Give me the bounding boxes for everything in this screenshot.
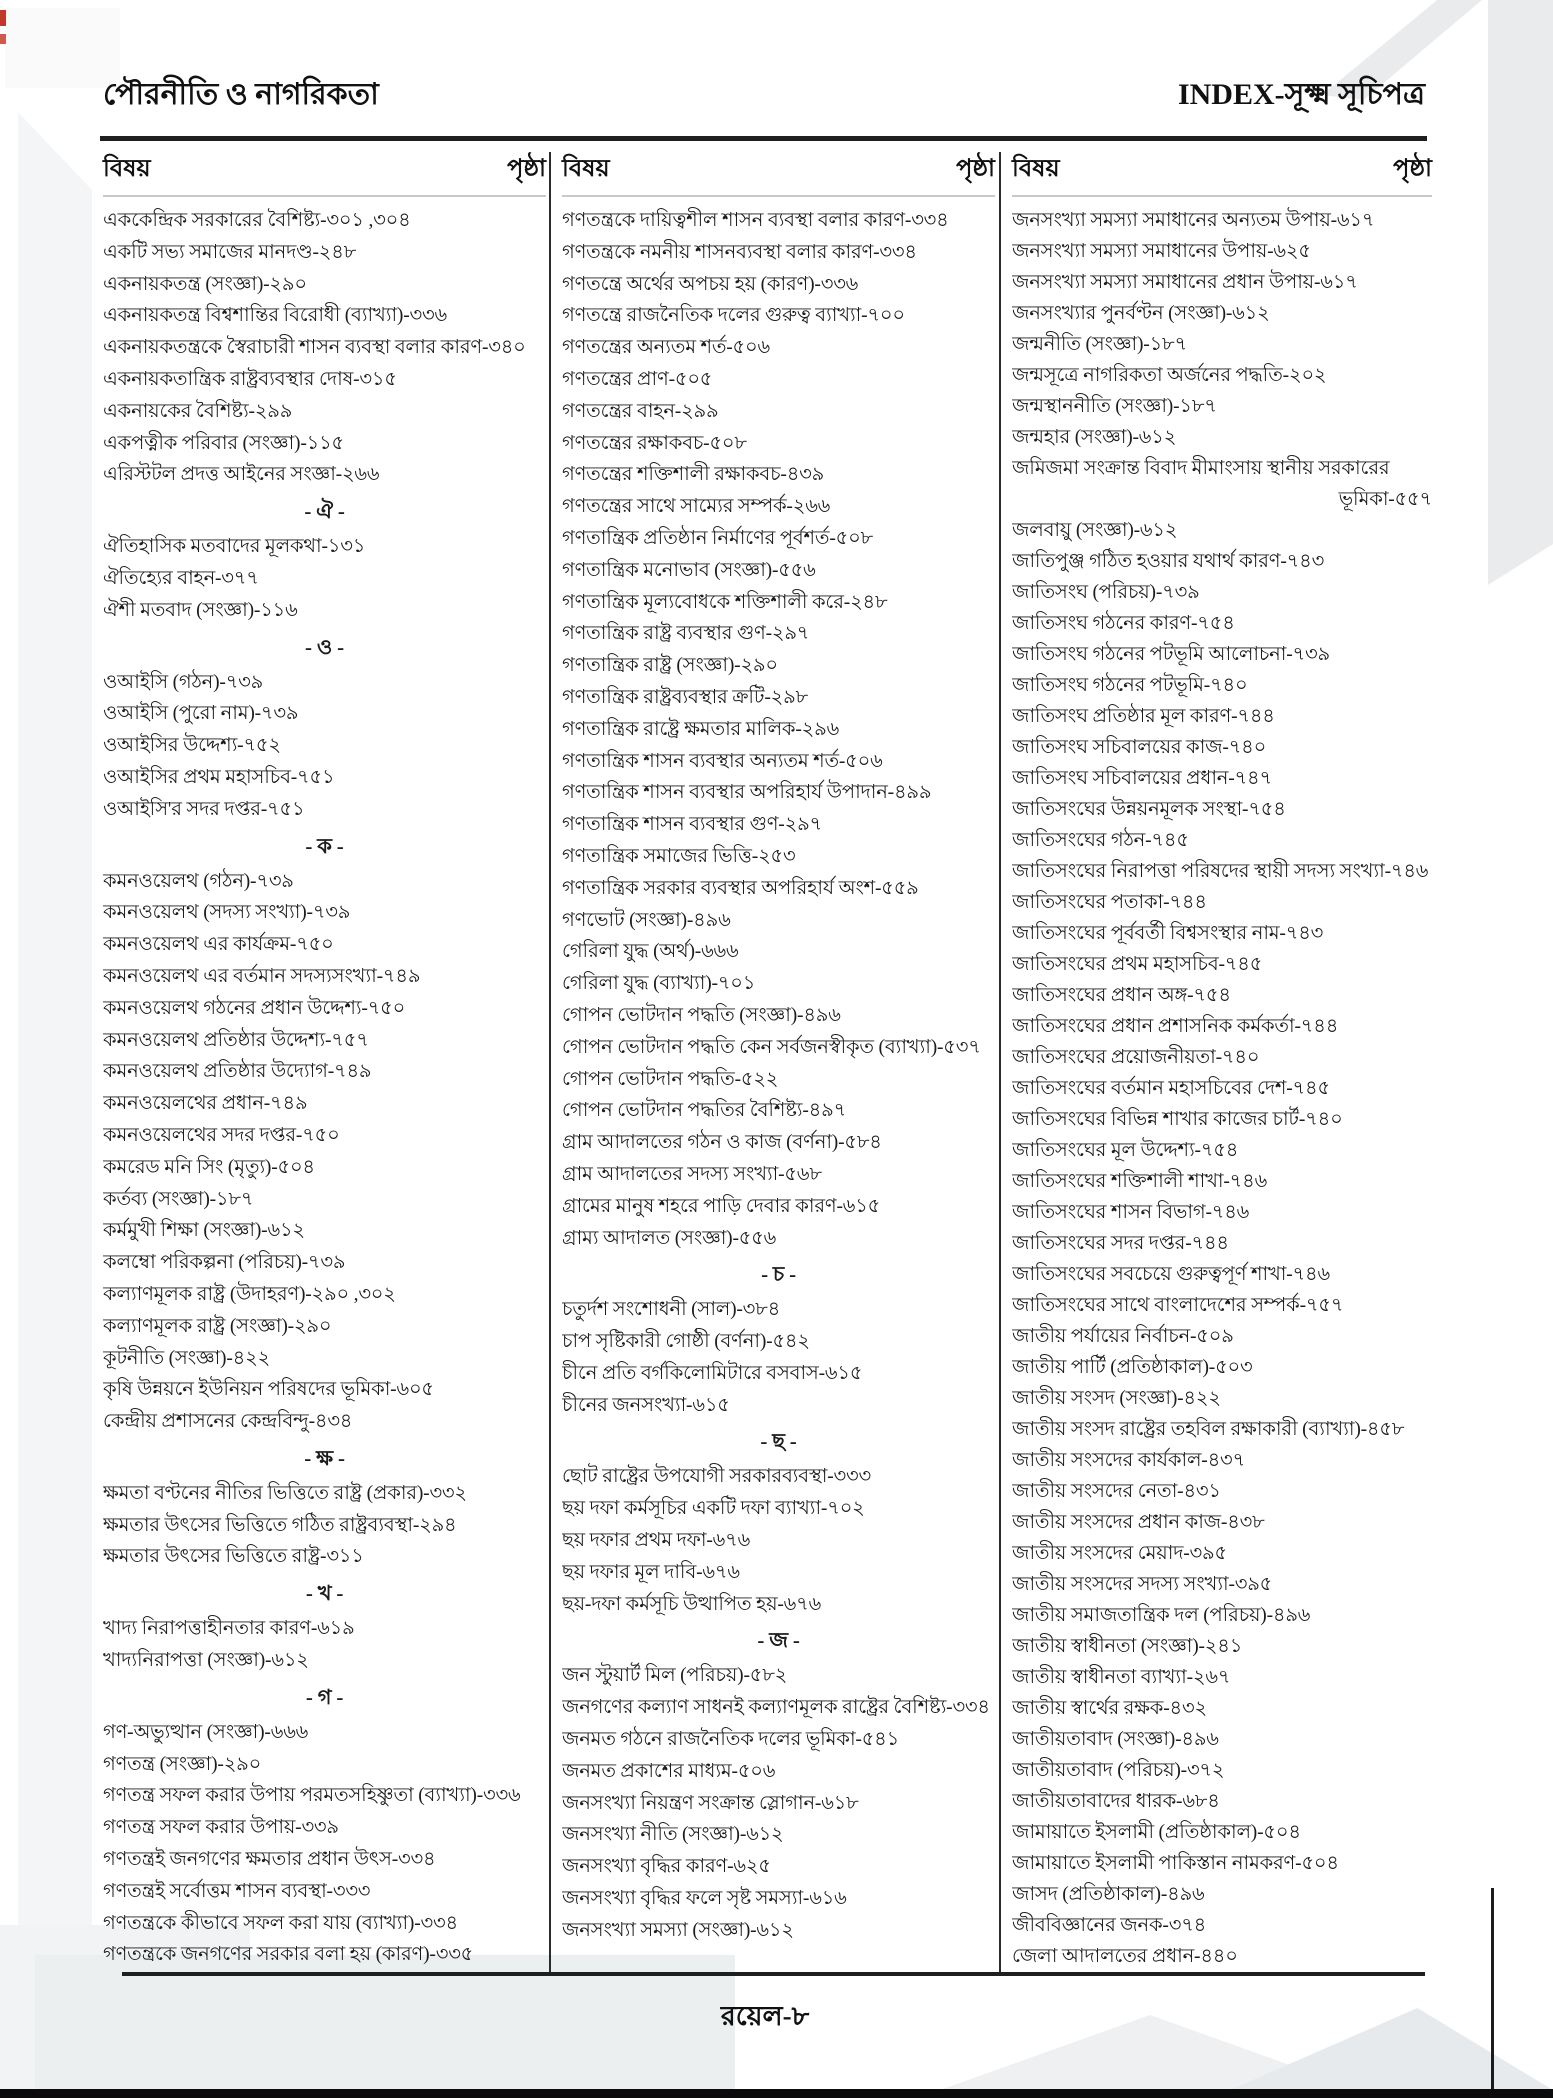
index-entry: কমনওয়েলথ গঠনের প্রধান উদ্দেশ্য-৭৫০ xyxy=(103,997,406,1019)
page-label: পৃষ্ঠা xyxy=(1393,156,1432,182)
index-entry: গণতান্ত্রিক শাসন ব্যবস্থার অন্যতম শর্ত-৫০৬ xyxy=(562,750,883,772)
index-entry: গণতন্ত্রকে দায়িত্বশীল শাসন ব্যবস্থা বলার কারণ-৩৩৪ xyxy=(562,210,949,231)
entry-list xyxy=(1012,205,1432,1972)
column-divider xyxy=(549,152,551,1972)
subject-label: বিষয় xyxy=(103,156,151,182)
index-entry: গণতন্ত্রই সর্বোত্তম শাসন ব্যবস্থা-৩৩৩ xyxy=(103,1880,371,1902)
index-entry: জনসংখ্যা সমস্যা সমাধানের উপায়-৬২৫ xyxy=(1012,241,1311,262)
index-entry: একনায়কতন্ত্রকে স্বৈরাচারী শাসন ব্যবস্থা বলার কারণ-৩৪০ xyxy=(103,337,526,359)
index-entry: জাতিসংঘ (পরিচয়)-৭৩৯ xyxy=(1012,582,1200,603)
index-entry: গণতন্ত্রের বাহন-২৯৯ xyxy=(562,400,719,422)
index-entry: জাতীয় সংসদ রাষ্ট্রের তহবিল রক্ষাকারী (ব্যাখ্যা)-৪৫৮ xyxy=(1012,1419,1405,1440)
index-entry: জনসংখ্যা বৃদ্ধির ফলে সৃষ্ট সমস্যা-৬১৬ xyxy=(562,1888,847,1910)
index-entry: জন্মহার (সংজ্ঞা)-৬১২ xyxy=(1012,427,1177,448)
index-entry: জাতিসংঘের প্রয়োজনীয়তা-৭৪০ xyxy=(1012,1047,1260,1068)
index-entry: ঐশী মতবাদ (সংজ্ঞা)-১১৬ xyxy=(103,599,298,621)
index-entry: জাতীয়তাবাদ (পরিচয়)-৩৭২ xyxy=(1012,1760,1225,1781)
index-entry: জেলা আদালতের প্রধান-৪৪০ xyxy=(1012,1946,1238,1967)
entry-list xyxy=(103,205,546,1971)
column-divider xyxy=(999,152,1001,1972)
index-entry: জাতীয়তাবাদের ধারক-৬৮৪ xyxy=(1012,1791,1220,1812)
index-entry: জীববিজ্ঞানের জনক-৩৭৪ xyxy=(1012,1915,1207,1936)
index-entry: একপত্নীক পরিবার (সংজ্ঞা)-১১৫ xyxy=(103,432,344,454)
index-entry: চাপ সৃষ্টিকারী গোষ্ঠী (বর্ণনা)-৫৪২ xyxy=(562,1331,810,1353)
index-entry: কৃষি উন্নয়নে ইউনিয়ন পরিষদের ভূমিকা-৬০৫ xyxy=(103,1379,434,1401)
index-entry: জন স্টুয়ার্ট মিল (পরিচয়)-৫৮২ xyxy=(562,1665,788,1687)
section-heading: - জ - xyxy=(757,1628,800,1653)
index-entry: ওআইসির প্রথম মহাসচিব-৭৫১ xyxy=(103,766,335,788)
index-entry: গণতন্ত্রের শক্তিশালী রক্ষাকবচ-৪৩৯ xyxy=(562,464,825,486)
subject-label: বিষয় xyxy=(1012,156,1060,182)
index-entry: জনমত গঠনে রাজনৈতিক দলের ভূমিকা-৫৪১ xyxy=(562,1729,900,1751)
index-entry: ক্ষমতা বণ্টনের নীতির ভিত্তিতে রাষ্ট্র (প্রকার)-৩৩২ xyxy=(103,1482,467,1504)
index-entry: গণ-অভ্যুত্থান (সংজ্ঞা)-৬৬৬ xyxy=(103,1721,309,1743)
index-entry: গণতান্ত্রিক সমাজের ভিত্তি-২৫৩ xyxy=(562,845,796,867)
index-entry: গণতান্ত্রিক শাসন ব্যবস্থার গুণ-২৯৭ xyxy=(562,814,822,836)
index-entry: একনায়কতন্ত্র (সংজ্ঞা)-২৯০ xyxy=(103,273,307,295)
index-entry: জাতিসংঘ সচিবালয়ের কাজ-৭৪০ xyxy=(1012,737,1267,758)
page-footer-label: রয়েল-৮ xyxy=(720,2001,810,2031)
index-entry: একনায়কের বৈশিষ্ট্য-২৯৯ xyxy=(103,400,293,422)
index-entry: জাতীয় সংসদ (সংজ্ঞা)-৪২২ xyxy=(1012,1388,1221,1409)
index-entry: কলম্বো পরিকল্পনা (পরিচয়)-৭৩৯ xyxy=(103,1252,346,1274)
index-entry: একনায়কতন্ত্র বিশ্বশান্তির বিরোধী (ব্যাখ্যা)-৩৩৬ xyxy=(103,305,447,327)
index-entry: জাতিসংঘের প্রধান অঙ্গ-৭৫৪ xyxy=(1012,985,1231,1006)
index-entry: জাতিসংঘের প্রথম মহাসচিব-৭৪৫ xyxy=(1012,954,1263,975)
index-entry: ক্ষমতার উৎসের ভিত্তিতে গঠিত রাষ্ট্রব্যবস্থা-২৯৪ xyxy=(103,1514,457,1536)
index-entry: জাতীয় পার্টি (প্রতিষ্ঠাকাল)-৫০৩ xyxy=(1012,1357,1253,1378)
index-entry: জাতীয় স্বার্থের রক্ষক-৪৩২ xyxy=(1012,1698,1207,1719)
index-title: INDEX-সূক্ষ্ম সূচিপত্র xyxy=(1177,78,1425,111)
index-entry: কল্যাণমূলক রাষ্ট্র (সংজ্ঞা)-২৯০ xyxy=(103,1315,332,1337)
index-entry: জাতিসংঘের উন্নয়নমূলক সংস্থা-৭৫৪ xyxy=(1012,799,1286,820)
index-entry: খাদ্য নিরাপত্তাহীনতার কারণ-৬১৯ xyxy=(103,1618,355,1640)
index-entry: কর্মমুখী শিক্ষা (সংজ্ঞা)-৬১২ xyxy=(103,1220,305,1242)
index-entry: জাতিসংঘের নিরাপত্তা পরিষদের স্থায়ী সদস্য সংখ্যা-৭৪৬ xyxy=(1012,861,1429,882)
index-entry: একটি সভ্য সমাজের মানদণ্ড-২৪৮ xyxy=(103,241,357,263)
left-gray-band xyxy=(18,112,92,2090)
index-entry: চীনের জনসংখ্যা-৬১৫ xyxy=(562,1394,730,1416)
index-entry: জন্মনীতি (সংজ্ঞা)-১৮৭ xyxy=(1012,334,1187,355)
index-entry: কেন্দ্রীয় প্রশাসনের কেন্দ্রবিন্দু-৪৩৪ xyxy=(103,1411,353,1433)
index-entry: ওআইসির উদ্দেশ্য-৭৫২ xyxy=(103,735,281,757)
index-entry: গণতান্ত্রিক মূল্যবোধকে শক্তিশালী করে-২৪৮ xyxy=(562,591,888,613)
index-entry: জাতীয় সংসদের নেতা-৪৩১ xyxy=(1012,1481,1221,1502)
index-entry: জনমত প্রকাশের মাধ্যম-৫০৬ xyxy=(562,1760,776,1782)
index-entry: জামায়াতে ইসলামী পাকিস্তান নামকরণ-৫০৪ xyxy=(1012,1853,1339,1874)
index-entry: জাতীয় পর্যায়ের নির্বাচন-৫০৯ xyxy=(1012,1326,1234,1347)
index-entry: জাতীয় সমাজতান্ত্রিক দল (পরিচয়)-৪৯৬ xyxy=(1012,1605,1311,1626)
index-entry: গ্রাম আদালতের গঠন ও কাজ (বর্ণনা)-৫৮৪ xyxy=(562,1132,882,1154)
index-entry: ছয় দফা কর্মসূচির একটি দফা ব্যাখ্যা-৭০২ xyxy=(562,1498,865,1520)
top-right-gray-column xyxy=(1488,0,1553,585)
book-title: পৌরনীতি ও নাগরিকতা xyxy=(103,78,379,111)
index-entry: ছোট রাষ্ট্রের উপযোগী সরকারব্যবস্থা-৩৩৩ xyxy=(562,1466,871,1488)
index-entry: ঐতিহ্যের বাহন-৩৭৭ xyxy=(103,567,259,589)
index-entry: গণতন্ত্র সফল করার উপায়-৩৩৯ xyxy=(103,1817,339,1839)
index-entry: গণতন্ত্রের অন্যতম শর্ত-৫০৬ xyxy=(562,337,770,359)
section-heading: - ও - xyxy=(305,634,344,659)
index-entry: জাতীয়তাবাদ (সংজ্ঞা)-৪৯৬ xyxy=(1012,1729,1219,1750)
index-entry: গণতন্ত্রের রক্ষাকবচ-৫০৮ xyxy=(562,432,747,454)
index-entry: ছয় দফার প্রথম দফা-৬৭৬ xyxy=(562,1530,751,1552)
index-entry: এককেন্দ্রিক সরকারের বৈশিষ্ট্য-৩০১ ,৩০৪ xyxy=(103,210,411,231)
index-entry: গ্রাম্য আদালত (সংজ্ঞা)-৫৫৬ xyxy=(562,1227,777,1249)
index-entry: ওআইসি (গঠন)-৭৩৯ xyxy=(103,671,264,693)
index-entry: গেরিলা যুদ্ধ (অর্থ)-৬৬৬ xyxy=(562,941,739,963)
index-entry: কমরেড মনি সিং (মৃত্যু)-৫০৪ xyxy=(103,1156,315,1178)
index-entry: কমনওয়েলথের প্রধান-৭৪৯ xyxy=(103,1093,308,1115)
index-entry: গণতন্ত্র (সংজ্ঞা)-২৯০ xyxy=(103,1753,262,1775)
entry-line-1: জমিজমা সংক্রান্ত বিবাদ মীমাংসায় স্থানীয় সরকারের xyxy=(1012,458,1390,479)
index-entry: জাতিসংঘের পতাকা-৭৪৪ xyxy=(1012,892,1207,913)
index-entry: জাতিসংঘের বর্তমান মহাসচিবের দেশ-৭৪৫ xyxy=(1012,1078,1330,1099)
index-entry: জাতিসংঘ প্রতিষ্ঠার মূল কারণ-৭৪৪ xyxy=(1012,706,1275,727)
index-entry: গণতান্ত্রিক রাষ্ট্রে ক্ষমতার মালিক-২৯৬ xyxy=(562,718,840,740)
index-entry: গোপন ভোটদান পদ্ধতি (সংজ্ঞা)-৪৯৬ xyxy=(562,1004,841,1026)
index-entry: গ্রামের মানুষ শহরে পাড়ি দেবার কারণ-৬১৫ xyxy=(562,1195,881,1217)
index-entry: কমনওয়েলথের সদর দপ্তর-৭৫০ xyxy=(103,1124,340,1146)
section-heading: - ক্ষ - xyxy=(304,1445,345,1470)
index-entry: ওআইসি'র সদর দপ্তর-৭৫১ xyxy=(103,798,305,820)
page-label: পৃষ্ঠা xyxy=(956,156,995,182)
index-entry: গণতন্ত্রই জনগণের ক্ষমতার প্রধান উৎস-৩৩৪ xyxy=(103,1849,436,1871)
index-entry: গোপন ভোটদান পদ্ধতির বৈশিষ্ট্য-৪৯৭ xyxy=(562,1100,847,1122)
section-heading: - চ - xyxy=(761,1262,796,1287)
scan-artifact-red xyxy=(0,34,6,44)
column-header xyxy=(103,150,546,197)
index-entry: গণতান্ত্রিক রাষ্ট্র ব্যবস্থার গুণ-২৯৭ xyxy=(562,623,810,645)
index-entry: গণতান্ত্রিক মনোভাব (সংজ্ঞা)-৫৫৬ xyxy=(562,559,816,581)
index-entry: কমনওয়েলথ এর কার্যক্রম-৭৫০ xyxy=(103,934,334,956)
subject-label: বিষয় xyxy=(562,156,610,182)
index-column-3 xyxy=(1012,150,1432,1972)
index-entry: একনায়কতান্ত্রিক রাষ্ট্রব্যবস্থার দোষ-৩১৫ xyxy=(103,368,397,390)
index-entry: জন্মসূত্রে নাগরিকতা অর্জনের পদ্ধতি-২০২ xyxy=(1012,365,1327,386)
index-entry: জাতিসংঘের সাথে বাংলাদেশের সম্পর্ক-৭৫৭ xyxy=(1012,1295,1344,1316)
index-entry: জনসংখ্যা সমস্যা সমাধানের অন্যতম উপায়-৬১৭ xyxy=(1012,210,1375,231)
index-entry: জাতিসংঘ গঠনের কারণ-৭৫৪ xyxy=(1012,613,1235,634)
index-entry: জাতীয় সংসদের প্রধান কাজ-৪৩৮ xyxy=(1012,1512,1265,1533)
index-entry: জাতিসংঘ গঠনের পটভূমি আলোচনা-৭৩৯ xyxy=(1012,644,1330,665)
index-entry: জনসংখ্যা নীতি (সংজ্ঞা)-৬১২ xyxy=(562,1824,784,1846)
index-entry: জাতিসংঘের সবচেয়ে গুরুত্বপূর্ণ শাখা-৭৪৬ xyxy=(1012,1264,1330,1285)
index-entry: চতুর্দশ সংশোধনী (সাল)-৩৮৪ xyxy=(562,1299,781,1321)
index-entry: ছয়-দফা কর্মসূচি উত্থাপিত হয়-৬৭৬ xyxy=(562,1593,822,1615)
index-entry: জাতিসংঘের সদর দপ্তর-৭৪৪ xyxy=(1012,1233,1229,1254)
index-entry: জাতিপুঞ্জ গঠিত হওয়ার যথার্থ কারণ-৭৪৩ xyxy=(1012,551,1325,572)
index-entry: গণতান্ত্রিক সরকার ব্যবস্থার অপরিহার্য অংশ-৫৫৯ xyxy=(562,877,919,899)
index-entry: কমনওয়েলথ প্রতিষ্ঠার উদ্দেশ্য-৭৫৭ xyxy=(103,1029,369,1051)
index-entry: জনসংখ্যা বৃদ্ধির কারণ-৬২৫ xyxy=(562,1856,771,1878)
column-header xyxy=(1012,150,1432,197)
index-entry: গ্রাম আদালতের সদস্য সংখ্যা-৫৬৮ xyxy=(562,1163,822,1185)
section-heading: - ক - xyxy=(305,833,344,858)
bottom-black-bar xyxy=(0,2089,1553,2098)
index-entry: ঐতিহাসিক মতবাদের মূলকথা-১৩১ xyxy=(103,536,366,558)
index-entry: জাতিসংঘ সচিবালয়ের প্রধান-৭৪৭ xyxy=(1012,768,1272,789)
index-entry: ছয় দফার মূল দাবি-৬৭৬ xyxy=(562,1561,740,1583)
index-entry: জাতীয় সংসদের মেয়াদ-৩৯৫ xyxy=(1012,1543,1227,1564)
index-column-2 xyxy=(562,150,995,1947)
index-entry: জলবায়ু (সংজ্ঞা)-৬১২ xyxy=(1012,520,1178,541)
entry-list xyxy=(562,205,995,1947)
index-entry: জনসংখ্যা সমস্যা (সংজ্ঞা)-৬১২ xyxy=(562,1919,794,1941)
scan-artifact-red xyxy=(0,10,6,26)
index-entry: জনসংখ্যার পুনর্বণ্টন (সংজ্ঞা)-৬১২ xyxy=(1012,303,1270,324)
index-entry: এরিস্টটল প্রদত্ত আইনের সংজ্ঞা-২৬৬ xyxy=(103,464,380,486)
index-column-1 xyxy=(103,150,546,1971)
index-entry: গণতান্ত্রিক প্রতিষ্ঠান নির্মাণের পূর্বশর্ত-৫০৮ xyxy=(562,527,874,549)
index-entry: গণতন্ত্রের প্রাণ-৫০৫ xyxy=(562,368,713,390)
header-rule xyxy=(100,136,1427,141)
index-entry: গণতন্ত্রে রাজনৈতিক দলের গুরুত্ব ব্যাখ্যা-৭০০ xyxy=(562,305,905,327)
index-entry: জাতিসংঘের পূর্ববর্তী বিশ্বসংস্থার নাম-৭৪৩ xyxy=(1012,923,1324,944)
index-entry: কমনওয়েলথ প্রতিষ্ঠার উদ্যোগ-৭৪৯ xyxy=(103,1061,372,1083)
page-edge-line xyxy=(1491,1888,1494,2090)
index-entry: গণতান্ত্রিক রাষ্ট্র (সংজ্ঞা)-২৯০ xyxy=(562,655,778,677)
index-entry: চীনে প্রতি বর্গকিলোমিটারে বসবাস-৬১৫ xyxy=(562,1362,863,1384)
index-entry: জাতিসংঘের বিভিন্ন শাখার কাজের চার্ট-৭৪০ xyxy=(1012,1109,1343,1130)
index-entry: জাতিসংঘের শক্তিশালী শাখা-৭৪৬ xyxy=(1012,1171,1268,1192)
index-entry: জনসংখ্যা নিয়ন্ত্রণ সংক্রান্ত স্লোগান-৬১৮ xyxy=(562,1792,859,1814)
index-entry: গণতন্ত্রের সাথে সাম্যের সম্পর্ক-২৬৬ xyxy=(562,496,831,518)
index-entry: জাতিসংঘের গঠন-৭৪৫ xyxy=(1012,830,1189,851)
index-entry: খাদ্যনিরাপত্তা (সংজ্ঞা)-৬১২ xyxy=(103,1650,309,1672)
index-entry: গণতন্ত্রকে নমনীয় শাসনব্যবস্থা বলার কারণ-৩৩৪ xyxy=(562,241,917,263)
index-entry: কমনওয়েলথ এর বর্তমান সদস্যসংখ্যা-৭৪৯ xyxy=(103,965,421,987)
index-entry: গণভোট (সংজ্ঞা)-৪৯৬ xyxy=(562,909,731,931)
index-entry: গোপন ভোটদান পদ্ধতি-৫২২ xyxy=(562,1068,779,1090)
index-entry: জাতিসংঘের শাসন বিভাগ-৭৪৬ xyxy=(1012,1202,1250,1223)
footer-rule xyxy=(122,1972,1425,1976)
column-header xyxy=(562,150,995,197)
index-entry: জাতিসংঘের মূল উদ্দেশ্য-৭৫৪ xyxy=(1012,1140,1239,1161)
index-entry: জন্মস্থাননীতি (সংজ্ঞা)-১৮৭ xyxy=(1012,396,1217,417)
index-entry: জাতীয় সংসদের সদস্য সংখ্যা-৩৯৫ xyxy=(1012,1574,1273,1595)
index-entry xyxy=(1012,453,1432,515)
page-label: পৃষ্ঠা xyxy=(507,156,546,182)
index-entry: জনগণের কল্যাণ সাধনই কল্যাণমূলক রাষ্ট্রের বৈশিষ্ট্য-৩৩৪ xyxy=(562,1697,990,1719)
index-entry: গোপন ভোটদান পদ্ধতি কেন সর্বজনস্বীকৃত (ব্যাখ্যা)-৫৩৭ xyxy=(562,1036,981,1058)
index-entry: জাতীয় সংসদের কার্যকাল-৪৩৭ xyxy=(1012,1450,1245,1471)
index-entry: জাসদ (প্রতিষ্ঠাকাল)-৪৯৬ xyxy=(1012,1884,1205,1905)
index-entry: কমনওয়েলথ (সদস্য সংখ্যা)-৭৩৯ xyxy=(103,902,351,924)
index-entry: গণতান্ত্রিক শাসন ব্যবস্থার অপরিহার্য উপাদান-৪৯৯ xyxy=(562,782,932,804)
index-entry: গণতান্ত্রিক রাষ্ট্রব্যবস্থার ক্রটি-২৯৮ xyxy=(562,686,809,708)
index-entry: কূটনীতি (সংজ্ঞা)-৪২২ xyxy=(103,1347,271,1369)
index-entry: গণতন্ত্রকে জনগণের সরকার বলা হয় (কারণ)-৩৩৫ xyxy=(103,1944,474,1966)
section-heading: - খ - xyxy=(305,1581,344,1606)
index-entry: কর্তব্য (সংজ্ঞা)-১৮৭ xyxy=(103,1188,254,1210)
index-entry: গণতন্ত্রকে কীভাবে সফল করা যায় (ব্যাখ্যা)-৩৩৪ xyxy=(103,1912,458,1934)
section-heading: - ছ - xyxy=(760,1429,797,1454)
index-entry: গণতন্ত্রে অর্থের অপচয় হয় (কারণ)-৩৩৬ xyxy=(562,273,859,295)
index-entry: ওআইসি (পুরো নাম)-৭৩৯ xyxy=(103,703,299,725)
index-entry: কমনওয়েলথ (গঠন)-৭৩৯ xyxy=(103,870,294,892)
index-entry: জাতীয় স্বাধীনতা ব্যাখ্যা-২৬৭ xyxy=(1012,1667,1231,1688)
index-entry: জাতীয় স্বাধীনতা (সংজ্ঞা)-২৪১ xyxy=(1012,1636,1243,1657)
index-entry: জাতিসংঘের প্রধান প্রশাসনিক কর্মকর্তা-৭৪৪ xyxy=(1012,1016,1339,1037)
index-entry: গেরিলা যুদ্ধ (ব্যাখ্যা)-৭০১ xyxy=(562,973,756,995)
section-heading: - গ - xyxy=(305,1684,344,1709)
index-entry: জনসংখ্যা সমস্যা সমাধানের প্রধান উপায়-৬১৭ xyxy=(1012,272,1358,293)
index-entry: জামায়াতে ইসলামী (প্রতিষ্ঠাকাল)-৫০৪ xyxy=(1012,1822,1301,1843)
index-entry: জাতিসংঘ গঠনের পটভূমি-৭৪০ xyxy=(1012,675,1248,696)
index-entry: কল্যাণমূলক রাষ্ট্র (উদাহরণ)-২৯০ ,৩০২ xyxy=(103,1283,396,1305)
index-entry: ক্ষমতার উৎসের ভিত্তিতে রাষ্ট্র-৩১১ xyxy=(103,1546,364,1568)
entry-line-2: ভূমিকা-৫৫৭ xyxy=(1338,489,1432,510)
index-entry: গণতন্ত্র সফল করার উপায় পরমতসহিষ্ণুতা (ব্যাখ্যা)-৩৩৬ xyxy=(103,1785,521,1807)
section-heading: - ঐ - xyxy=(304,499,345,524)
